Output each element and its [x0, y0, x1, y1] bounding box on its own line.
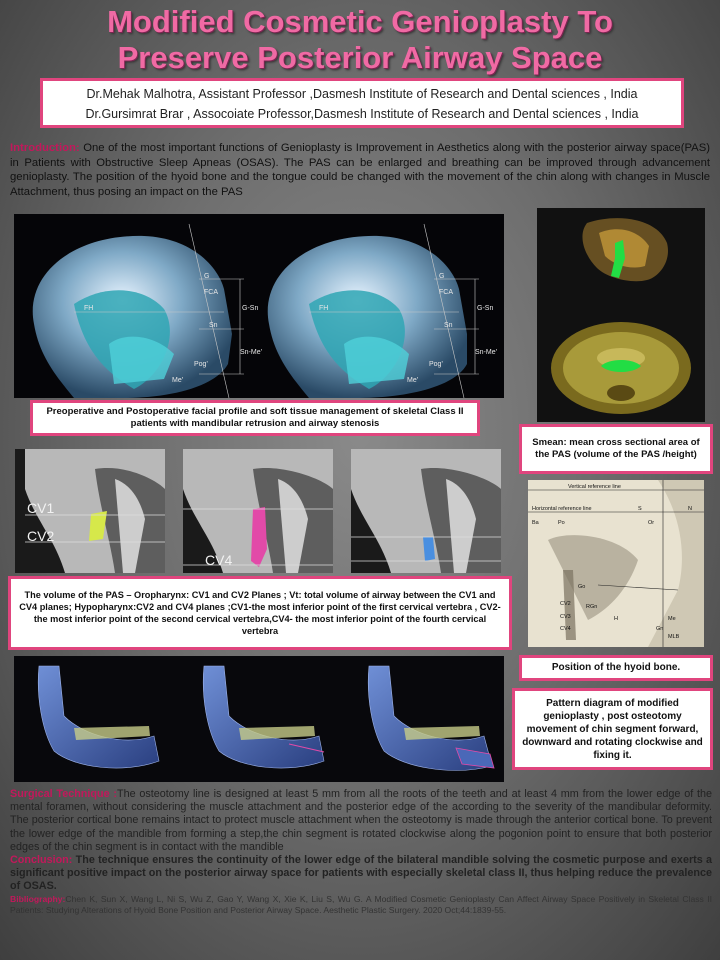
- bibliography-paragraph: [10, 894, 712, 916]
- ct-scan-figure: [537, 208, 705, 422]
- mandible-1: [38, 666, 159, 768]
- surgical-heading: Surgical Technique :: [10, 788, 117, 800]
- bottom-text: [10, 788, 712, 916]
- ceph-ba: Ba: [532, 520, 539, 526]
- title-line-2: Preserve Posterior Airway Space: [117, 40, 603, 75]
- cv-figure-3: [351, 449, 501, 573]
- label-cv1: CV1: [27, 500, 55, 516]
- introduction: [10, 141, 710, 199]
- profile-head-post: [268, 236, 467, 398]
- label-g-sn-post: G-Sn: [477, 305, 494, 312]
- mandible-2: [203, 666, 324, 768]
- caption-profile: Preoperative and Postoperative facial profile and soft tissue management of skeletal Class II patients with mandibular retrusion and airway stenosis: [30, 400, 480, 436]
- cephalometric-figure: [528, 480, 704, 647]
- introduction-heading: Introduction:: [10, 142, 80, 154]
- caption-pattern: Pattern diagram of modified genioplasty , post osteotomy movement of chin segment forward, downward and rotating clockwise and fixing it.: [512, 688, 713, 770]
- bibliography-text: Chen K, Sun X, Wang L, Ni S, Wu Z, Gao Y, Wang X, Xie K, Liu S, Wu G. A Modified Cosmetic Genioplasty Can Affect Airway Space Positively in Skeletal Class II Patients: Studying Alterations of Hyoid Bone Position and Posterior Airway Space. Aesthetic Plastic Surgery. 2020 Oct;44:1839-55.: [10, 893, 712, 915]
- label-fca-post: FCA: [439, 289, 453, 296]
- ceph-or: Or: [648, 520, 655, 526]
- caption-hyoid: Position of the hyoid bone.: [519, 655, 713, 681]
- label-sn: Sn: [209, 322, 218, 329]
- mandible-figure: [14, 656, 504, 782]
- ceph-cv3: CV3: [560, 614, 571, 620]
- label-cv2: CV2: [27, 528, 55, 544]
- label-sn-me: Sn-Me': [240, 349, 262, 356]
- ct-axial-slice: [551, 322, 691, 414]
- ceph-s: S: [638, 506, 642, 512]
- label-fca: FCA: [204, 289, 218, 296]
- profile-head-pre: [33, 236, 232, 398]
- caption-smean: Smean: mean cross sectional area of the PAS (volume of the PAS /height): [519, 424, 713, 474]
- label-me-post: Me': [407, 377, 419, 384]
- conclusion-paragraph: [10, 854, 712, 894]
- label-pog: Pog': [194, 361, 208, 368]
- ceph-me: Me: [668, 616, 676, 622]
- facial-profile-figure: [14, 214, 504, 398]
- label-me: Me': [172, 377, 184, 384]
- cv-figure-1: [15, 449, 165, 573]
- ceph-vertical-ref: Vertical reference line: [568, 484, 621, 490]
- ceph-rgn: RGn: [586, 604, 598, 610]
- mandible-3: [368, 666, 494, 770]
- label-fh-post: FH: [319, 305, 329, 312]
- conclusion-text: The technique ensures the continuity of the lower edge of the bilateral mandible solving the cosmetic purpose and exerts a significant positive impact on the posterior airway space for patients with especially skeletal class II, thus helping reduce the prevalence of OSAS.: [10, 854, 712, 893]
- ceph-n: N: [688, 506, 692, 512]
- ceph-horizontal-ref: Horizontal reference line: [532, 506, 592, 512]
- poster-title: [0, 4, 720, 76]
- label-fh: FH: [84, 305, 94, 312]
- ceph-po: Po: [558, 520, 565, 526]
- caption-volume: The volume of the PAS – Oropharynx: CV1 and CV2 Planes ; Vt: total volume of airway between the CV1 and CV4 planes; Hypopharynx:CV2 and CV4 planes ;CV1-the most inferior point of the first cervical vertebra , CV2- the most inferior point of the second cervical vertebra,CV4- the most inferior point of the fourth cervical vertebra: [8, 576, 512, 650]
- author-2: Dr.Gursimrat Brar , Assocoiate Professor,Dasmesh Institute of Research and Dental sciences , India: [85, 107, 639, 121]
- label-sn-me-post: Sn-Me': [475, 349, 497, 356]
- label-g-post: G: [439, 273, 445, 280]
- label-cv4: CV4: [205, 552, 233, 568]
- ceph-mlb: MLB: [668, 634, 680, 640]
- authors-box: [40, 78, 684, 128]
- conclusion-heading: Conclusion:: [10, 854, 73, 867]
- author-1: Dr.Mehak Malhotra, Assistant Professor ,Dasmesh Institute of Research and Dental sciences , India: [86, 87, 638, 101]
- label-sn-post: Sn: [444, 322, 453, 329]
- cv-figure-2: [183, 449, 333, 573]
- introduction-text: One of the most important functions of Genioplasty is Improvement in Aesthetics along with the posterior airway space(PAS) in Patients with Obstructive Sleep Apneas (OSAS). The PAS can be enlarged and breathing can be improved through advancement genioplasty. The position of the hyoid bone and the tongue could be changed with the movement of the chin along with changes in Muscle Attachment, thus posing an impact on the PAS: [10, 142, 710, 198]
- surgical-paragraph: [10, 788, 712, 854]
- title-line-1: Modified Cosmetic Genioplasty To: [107, 4, 613, 39]
- label-g: G: [204, 273, 210, 280]
- label-pog-post: Pog': [429, 361, 443, 368]
- ceph-go: Go: [578, 584, 586, 590]
- ceph-gn: Gn: [656, 626, 664, 632]
- ceph-cv2: CV2: [560, 601, 571, 607]
- ceph-cv4: CV4: [560, 626, 571, 632]
- label-g-sn: G-Sn: [242, 305, 259, 312]
- surgical-text: The osteotomy line is designed at least 5 mm from all the roots of the teeth and at least 4 mm from the lower edge of the mental foramen, without considering the muscle attachment and the posterior edge of the according to the severity of the mandibular deformity. The posterior cortical bone remains intact to protect muscle attachment when the osteotomy is made through the anterior cortical bone. To prevent the lower edge of the mandible from forming a step,the chin segment is rotated clockwise along the pogonion point to ensure that both posterior edges of the chin segment is in contact with the mandible: [10, 788, 713, 853]
- ceph-h: H: [614, 616, 618, 622]
- bibliography-heading: Bibliography:: [10, 893, 66, 904]
- cv-airway-blue: [423, 537, 435, 561]
